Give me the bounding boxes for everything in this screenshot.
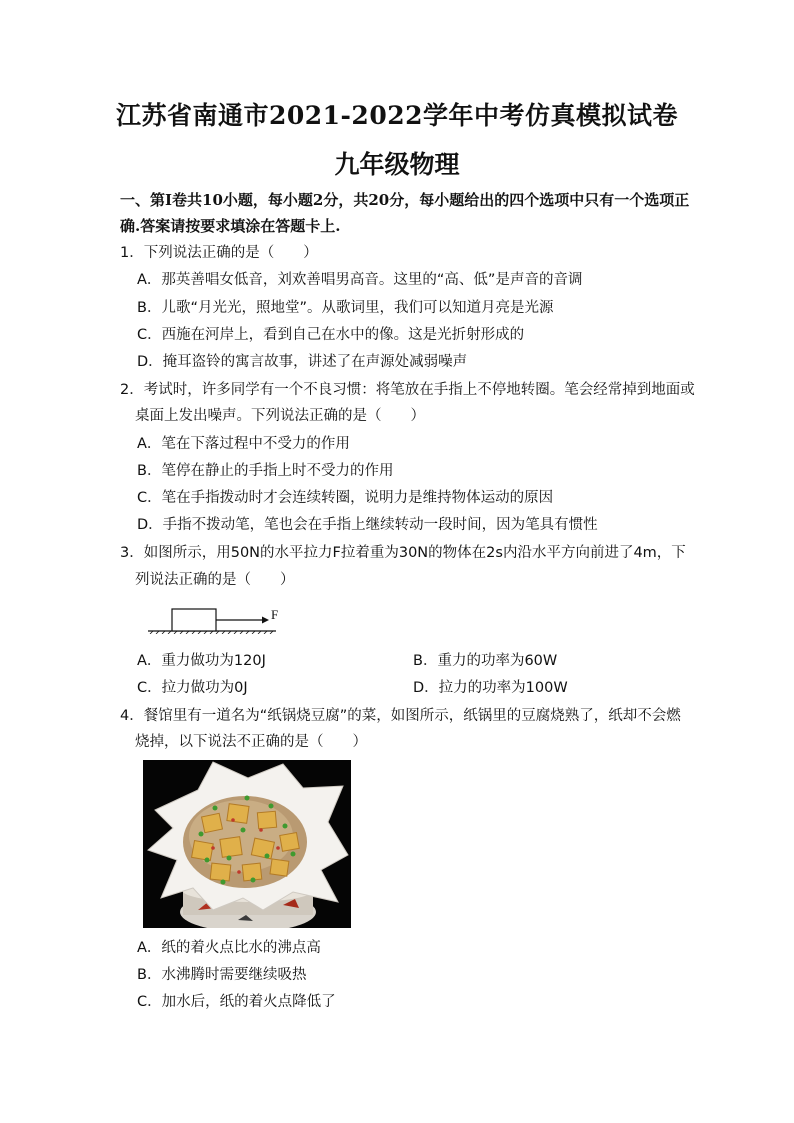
exam-title: 江苏省南通市2021-2022学年中考仿真模拟试卷 <box>115 101 679 130</box>
q2-option-d: D．手指不拨动笔，笔也会在手指上继续转动一段时间，因为笔具有惯性 <box>137 517 598 533</box>
q2-stem-line1: 2．考试时，许多同学有一个不良习惯：将笔放在手指上不停地转圈。笔会经常掉到地面或 <box>120 382 695 398</box>
q4-stem-line1: 4．餐馆里有一道名为“纸锅烧豆腐”的菜，如图所示，纸锅里的豆腐烧熟了，纸却不会燃 <box>120 708 681 724</box>
q1-option-a: A．那英善唱女低音，刘欢善唱男高音。这里的“高、低”是声音的音调 <box>137 272 583 288</box>
q2-option-b: B．笔停在静止的手指上时不受力的作用 <box>137 463 394 479</box>
q3-option-a: A．重力做功为120J <box>137 653 266 669</box>
q1-stem: 1．下列说法正确的是（ ） <box>120 245 318 261</box>
q3-force-diagram <box>148 600 288 634</box>
q2-option-a: A．笔在下落过程中不受力的作用 <box>137 436 350 452</box>
section-instruction-line1: 一、第Ⅰ卷共10小题，每小题2分，共20分，每小题给出的四个选项中只有一个选项正 <box>120 191 690 209</box>
exam-subtitle: 九年级物理 <box>334 150 460 179</box>
q4-option-a: A．纸的着火点比水的沸点高 <box>137 940 321 956</box>
q3-option-b: B．重力的功率为60W <box>413 653 558 669</box>
block-object <box>172 609 216 631</box>
section-instruction-line2: 确.答案请按要求填涂在答题卡上. <box>120 217 341 235</box>
q4-stem-line2: 烧掉，以下说法不正确的是（ ） <box>135 734 367 750</box>
arrow-head <box>262 617 269 624</box>
q3-stem-line2: 列说法正确的是（ ） <box>135 572 295 588</box>
q4-option-c: C．加水后，纸的着火点降低了 <box>137 994 336 1010</box>
force-label: F <box>271 607 279 622</box>
q1-option-b: B．儿歌“月光光，照地堂”。从歌词里，我们可以知道月亮是光源 <box>137 300 554 316</box>
q4-option-b: B．水沸腾时需要继续吸热 <box>137 967 307 983</box>
q3-option-d: D．拉力的功率为100W <box>413 680 568 696</box>
q2-stem-line2: 桌面上发出噪声。下列说法正确的是（ ） <box>135 408 425 424</box>
paper-pot-tofu-photo <box>143 760 351 928</box>
q2-option-c: C．笔在手指拨动时才会连续转圈，说明力是维持物体运动的原因 <box>137 490 554 506</box>
q1-option-c: C．西施在河岸上，看到自己在水中的像。这是光折射形成的 <box>137 327 525 343</box>
q3-stem-line1: 3．如图所示，用50N的水平拉力F拉着重为30N的物体在2s内沿水平方向前进了4m，下 <box>120 545 686 561</box>
q3-option-c: C．拉力做功为0J <box>137 680 248 696</box>
q1-option-d: D．掩耳盗铃的寓言故事，讲述了在声源处减弱噪声 <box>137 354 468 370</box>
